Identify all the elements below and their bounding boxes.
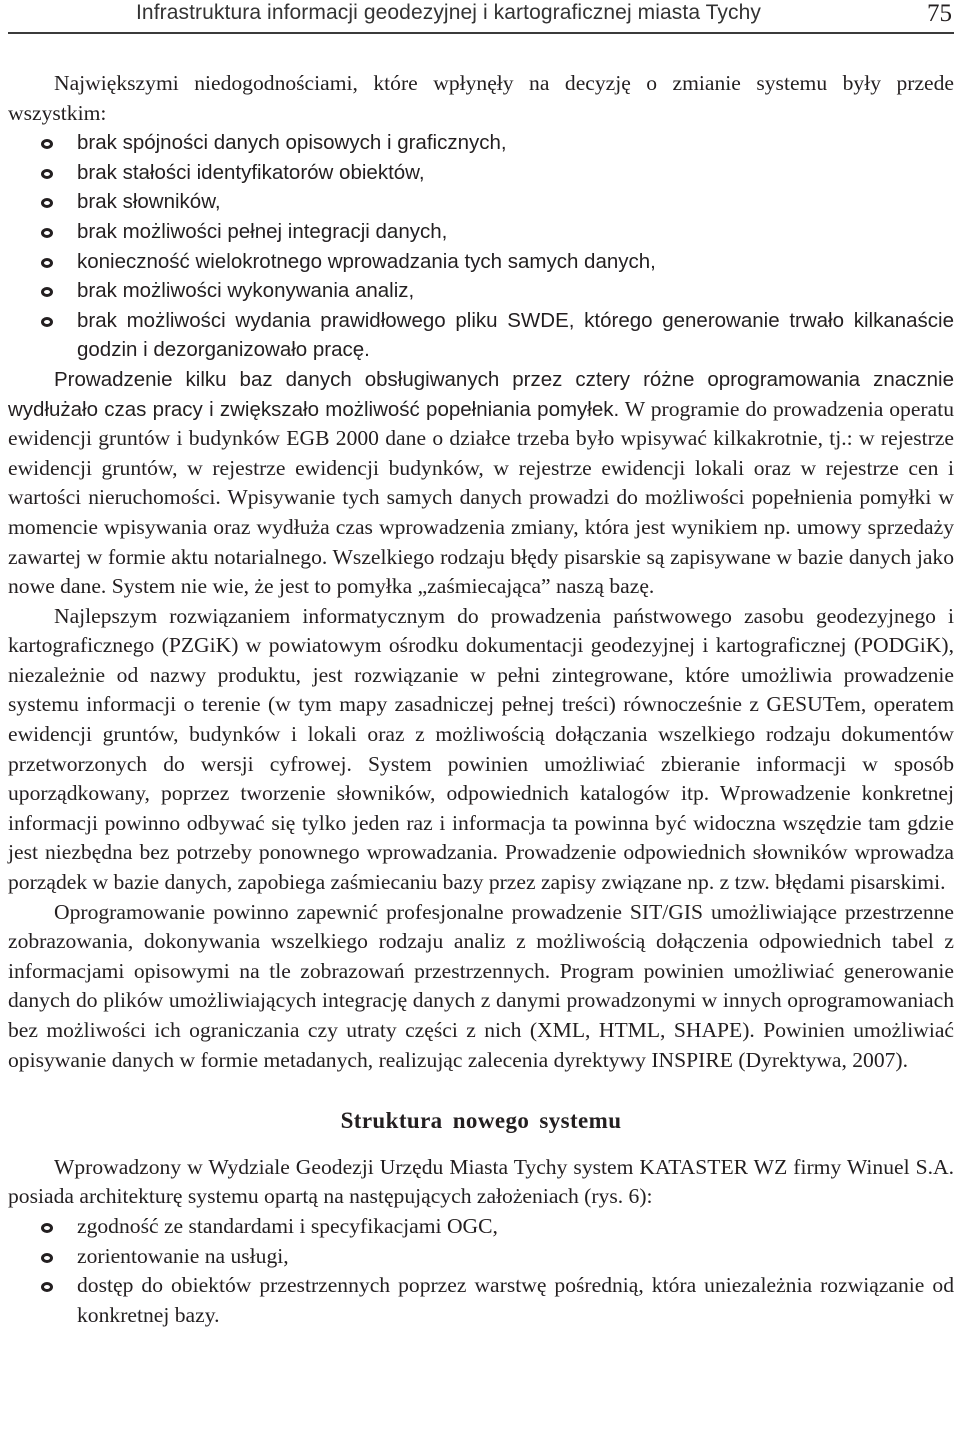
section-heading: Struktura nowego systemu xyxy=(340,1108,622,1134)
paragraph-continuation: W programie do prowadzenia operatu ewidencji gruntów i budynków EGB 2000 dane o działce trzeba było wpisywać kilkakrotnie, tj.: w rejestrze ewidencji gruntów, w rejestrze ewidencji budynków, w rejestrze ewidencji lokali oraz w rejestrze cen i wartości nieruchomości. Wpisywanie tych samych danych prowadzi do możliwości popełnienia pomyłki w momencie wpisywania oraz wydłuża czas wprowadzenia zmiany, która jest wynikiem np. umowy sprzedaży zawartej w formie aktu notarialnego. Wszelkiego rodzaju błędy pisarskie są zapisywane w bazie danych jako nowe dane. System nie wie, że jest to pomyłka „zaśmiecająca” naszą bazę. xyxy=(8,396,954,599)
bullet-ring-icon xyxy=(41,169,53,179)
bullet-ring-icon xyxy=(41,139,53,149)
list-item: brak stałości identyfikatorów obiektów, xyxy=(8,158,954,188)
list-item: brak możliwości wykonywania analiz, xyxy=(8,276,954,306)
list-item: konieczność wielokrotnego wprowadzania tych samych danych, xyxy=(8,247,954,277)
bullet-list-architecture xyxy=(8,1212,954,1330)
bullet-ring-icon xyxy=(41,287,53,297)
bullet-ring-icon xyxy=(41,317,53,327)
bullet-ring-icon xyxy=(41,1223,53,1233)
paragraph-best-solution: Najlepszym rozwiązaniem informatycznym do prowadzenia państwowego zasobu geodezyjnego i kartograficznego (PZGiK) w powiatowym ośrodku dokumentacji geodezyjnej i kartograficznej (PODGiK), niezależnie od nazwy produktu, jest rozwiązanie w pełni zintegrowane, które umożliwia prowadzenie systemu informacji o terenie (w tym mapy zasadniczej pełnej treści) równocześnie z GESUTem, operatem ewidencji gruntów, budynków i lokali oraz z możliwością dołączania wszelkiego rodzaju dokumentów przetworzonych do wersji cyfrowej. System powinien umożliwiać zbieranie informacji w sposób uporządkowany, poprzez tworzenie słowników, odpowiednich katalogów itp. Wprowadzenie konkretnej informacji powinno odbywać się tylko jeden raz i informacja ta powinna być widoczna wszędzie tam gdzie jest niezbędna bez potrzeby ponownego wprowadzania. Prowadzenie odpowiednich słowników wprowadza porządek w bazie danych, zapobiega zaśmiecaniu bazy przez zapisy związane np. z tzw. błędami pisarskimi. xyxy=(8,603,954,895)
paragraph-lead-sentence: Prowadzenie kilku baz danych obsługiwanych przez cztery różne oprogramowania znacznie wydłużało czas pracy i zwiększało możliwość popełniania pomyłek. xyxy=(8,367,954,421)
paragraph-software-requirements: Oprogramowanie powinno zapewnić profesjonalne prowadzenie SIT/GIS umożliwiające przestrzenne zobrazowania, dokonywania wszelkiego rodzaju analiz z możliwością dołączenia odpowiednich tabel z informacjami opisowymi na tle zobrazowań przestrzennych. Program powinien umożliwiać generowanie danych do plików umożliwiających integrację danych z danymi prowadzonymi w innych oprogramowaniach bez możliwości ich ograniczania czy utraty części z nich (XML, HTML, SHAPE). Powinien umożliwiać opisywanie danych w formie metadanych, realizując zalecenia dyrektywy INSPIRE (Dyrektywa, 2007). xyxy=(8,899,954,1072)
bullet-list-drawbacks xyxy=(8,128,954,365)
body-text xyxy=(8,69,954,1330)
running-header-title: Infrastruktura informacji geodezyjnej i kartograficznej miasta Tychy xyxy=(136,1,762,24)
list-item: dostęp do obiektów przestrzennych poprzez warstwę pośrednią, która uniezależnia rozwiązanie od konkretnej bazy. xyxy=(8,1271,954,1330)
paragraph-kataster-system: Wprowadzony w Wydziale Geodezji Urzędu Miasta Tychy system KATASTER WZ firmy Winuel S.A. posiada architekturę systemu opartą na następujących założeniach (rys. 6): xyxy=(8,1154,954,1209)
document-page xyxy=(8,0,954,1452)
bullet-ring-icon xyxy=(41,1253,53,1263)
list-item: brak możliwości pełnej integracji danych, xyxy=(8,217,954,247)
bullet-ring-icon xyxy=(41,198,53,208)
bullet-ring-icon xyxy=(41,1282,53,1292)
list-item: brak możliwości wydania prawidłowego pliku SWDE, którego generowanie trwało kilkanaście godzin i dezorganizowało pracę. xyxy=(8,306,954,365)
list-item: brak spójności danych opisowych i graficznych, xyxy=(8,128,954,158)
running-header xyxy=(8,0,954,34)
bullet-ring-icon xyxy=(41,228,53,238)
list-item: brak słowników, xyxy=(8,187,954,217)
bullet-ring-icon xyxy=(41,258,53,268)
paragraph-multiple-databases xyxy=(8,365,954,602)
page-number: 75 xyxy=(927,0,952,27)
intro-paragraph: Największymi niedogodnościami, które wpłynęły na decyzję o zmianie systemu były przede wszystkim: xyxy=(8,71,954,125)
list-item: zorientowanie na usługi, xyxy=(8,1242,954,1272)
list-item: zgodność ze standardami i specyfikacjami OGC, xyxy=(8,1212,954,1242)
